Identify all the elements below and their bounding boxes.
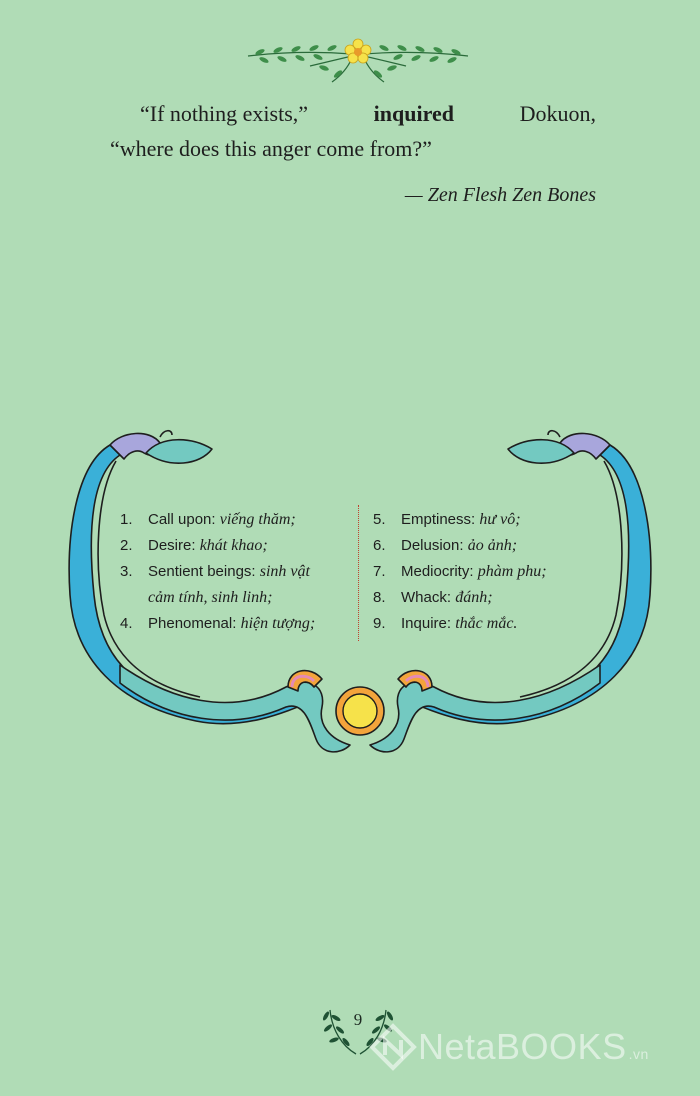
netabooks-logo-icon — [368, 1022, 418, 1072]
quote-line-1 — [110, 96, 596, 131]
vocab-item: 2. Desire: khát khao; — [120, 537, 268, 554]
vocab-item: 4. Phenomenal: hiện tượng; — [120, 615, 316, 632]
page-number: 9 — [353, 1010, 363, 1029]
quote — [110, 96, 596, 166]
vocab-item: 5. Emptiness: hư vô; — [373, 511, 521, 528]
quote-line-2: “where does this anger come from?” — [110, 136, 432, 161]
column-divider — [358, 505, 359, 641]
sun-icon — [336, 687, 384, 735]
vocabulary-list-left — [120, 507, 348, 637]
vocab-item: 7. Mediocrity: phàm phu; — [373, 563, 547, 580]
quote-open: “If nothing exists,” — [140, 101, 309, 126]
attribution: — Zen Flesh Zen Bones — [404, 184, 596, 206]
quote-emphasis: inquired — [373, 101, 454, 126]
vocab-item: 3. Sentient beings: sinh vật cảm tính, sinh linh; — [120, 563, 310, 606]
vocab-item: 9. Inquire: thắc mắc. — [373, 615, 518, 632]
watermark-suffix: .vn — [628, 1046, 649, 1062]
vocab-item: 6. Delusion: ảo ảnh; — [373, 537, 518, 554]
flower-icon — [345, 39, 371, 63]
vocabulary-list-right — [373, 507, 593, 637]
watermark — [368, 1022, 649, 1072]
vocab-item: 1. Call upon: viếng thăm; — [120, 511, 296, 528]
vocab-item: 8. Whack: đánh; — [373, 589, 493, 606]
quote-speaker: Dokuon, — [519, 101, 596, 126]
watermark-text: NetaBOOKS — [418, 1026, 627, 1067]
leaf-garland-icon — [240, 30, 476, 94]
